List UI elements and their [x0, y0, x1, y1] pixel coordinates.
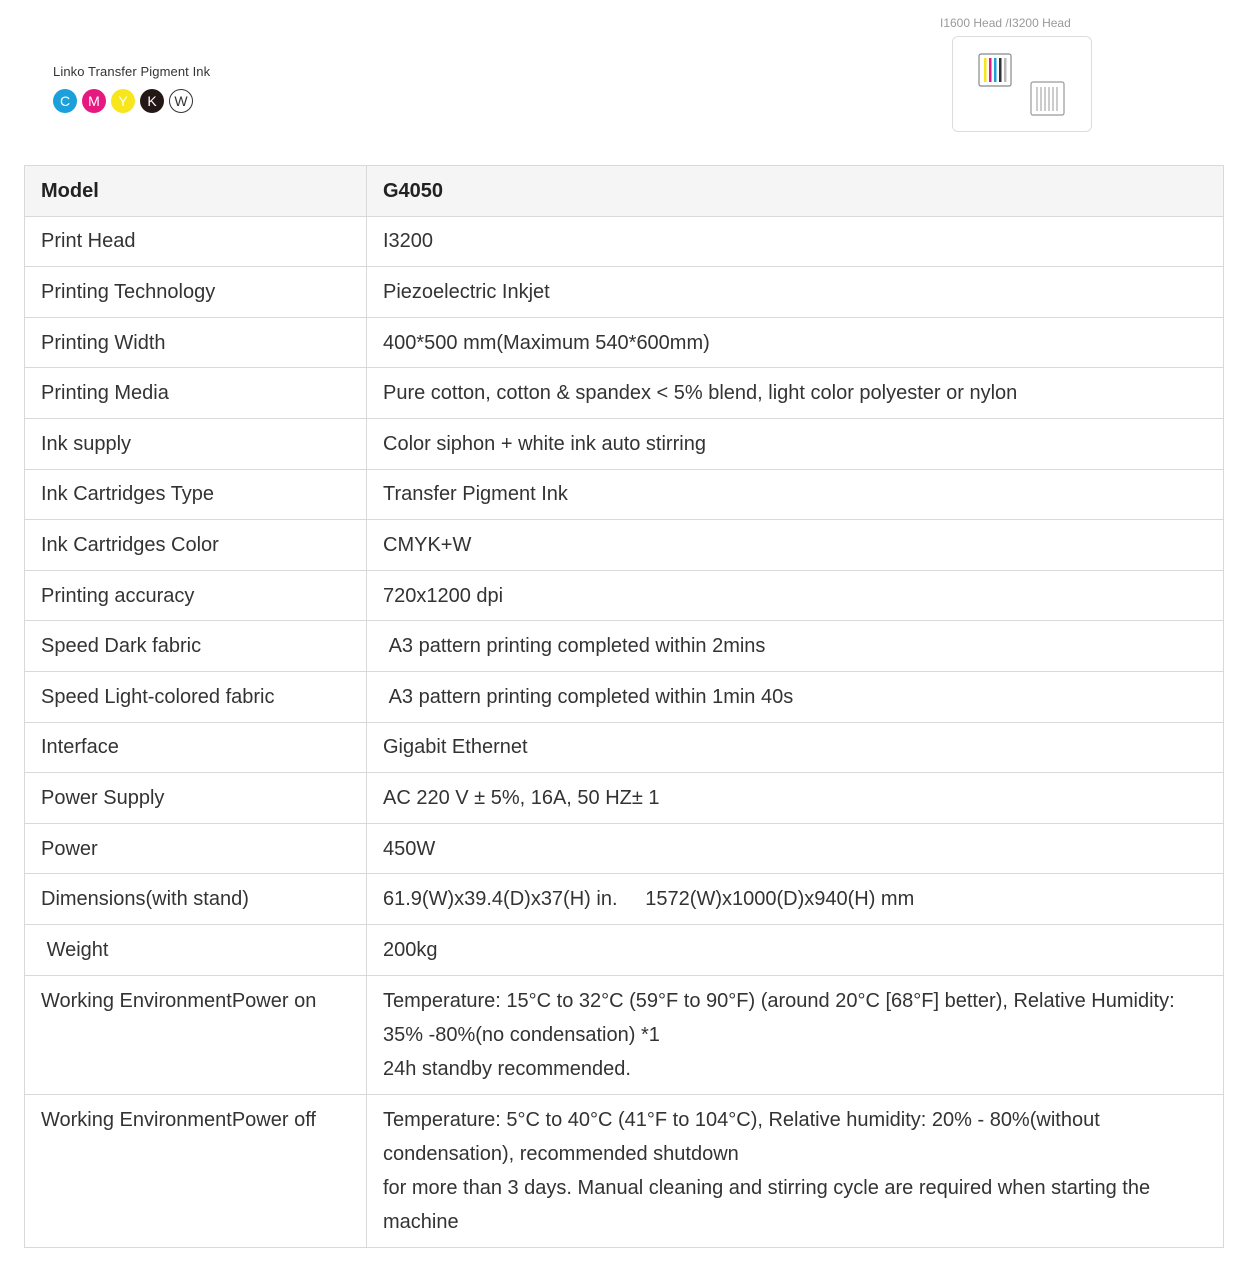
ink-dot-cyan: C	[53, 89, 77, 113]
print-head-card	[952, 36, 1092, 132]
table-row	[25, 773, 1224, 824]
i1600-head-icon	[979, 54, 1011, 86]
spec-value-line: for more than 3 days. Manual cleaning and stirring cycle are required when starting the machine	[383, 1176, 1156, 1233]
print-head-caption: I1600 Head /I3200 Head	[940, 16, 1071, 30]
spec-value: 400*500 mm(Maximum 540*600mm)	[367, 317, 1224, 368]
i3200-head-icon	[1031, 82, 1064, 115]
table-row	[25, 368, 1224, 419]
spec-label: Ink supply	[25, 418, 367, 469]
spec-label: Printing accuracy	[25, 570, 367, 621]
spec-value: 720x1200 dpi	[367, 570, 1224, 621]
spec-label: Printing Width	[25, 317, 367, 368]
spec-label: Power Supply	[25, 773, 367, 824]
spec-value: A3 pattern printing completed within 1min 40s	[367, 671, 1224, 722]
spec-value: A3 pattern printing completed within 2mins	[367, 621, 1224, 672]
spec-value-line: 24h standby recommended.	[383, 1057, 631, 1080]
table-row	[25, 469, 1224, 520]
table-row	[25, 570, 1224, 621]
header-value: G4050	[367, 166, 1224, 217]
spec-label: Printing Technology	[25, 267, 367, 318]
ink-dot-black: K	[140, 89, 164, 113]
spec-label: Speed Dark fabric	[25, 621, 367, 672]
ink-dot-yellow: Y	[111, 89, 135, 113]
table-row	[25, 520, 1224, 571]
spec-value: Transfer Pigment Ink	[367, 469, 1224, 520]
spec-value: Color siphon + white ink auto stirring	[367, 418, 1224, 469]
table-row	[25, 975, 1224, 1094]
spec-label: Ink Cartridges Type	[25, 469, 367, 520]
print-head-icons	[953, 37, 1093, 133]
table-header-row	[25, 166, 1224, 217]
spec-value: Pure cotton, cotton & spandex < 5% blend, light color polyester or nylon	[367, 368, 1224, 419]
table-row	[25, 267, 1224, 318]
spec-value: 61.9(W)x39.4(D)x37(H) in. 1572(W)x1000(D)x940(H) mm	[367, 874, 1224, 925]
spec-label: Weight	[25, 924, 367, 975]
table-row	[25, 216, 1224, 267]
spec-value	[367, 1094, 1224, 1247]
ink-title: Linko Transfer Pigment Ink	[53, 64, 211, 79]
spec-label: Print Head	[25, 216, 367, 267]
table-row	[25, 924, 1224, 975]
ink-dot-white: W	[169, 89, 193, 113]
ink-dot-magenta: M	[82, 89, 106, 113]
table-row	[25, 621, 1224, 672]
spec-label: Working EnvironmentPower on	[25, 975, 367, 1094]
spec-value: 200kg	[367, 924, 1224, 975]
spec-label: Working EnvironmentPower off	[25, 1094, 367, 1247]
spec-label: Interface	[25, 722, 367, 773]
header-label: Model	[25, 166, 367, 217]
table-row	[25, 1094, 1224, 1247]
spec-value: CMYK+W	[367, 520, 1224, 571]
spec-label: Ink Cartridges Color	[25, 520, 367, 571]
spec-value-line: Temperature: 15°C to 32°C (59°F to 90°F) (around 20°C [68°F] better), Relative Humidity: 35% -80%(no condensation) *1	[383, 989, 1181, 1046]
ink-color-dots	[53, 89, 210, 113]
table-row	[25, 671, 1224, 722]
spec-table	[24, 165, 1224, 1248]
spec-value: I3200	[367, 216, 1224, 267]
ink-legend	[53, 64, 210, 113]
spec-value: AC 220 V ± 5%, 16A, 50 HZ± 1	[367, 773, 1224, 824]
spec-value	[367, 975, 1224, 1094]
spec-label: Speed Light-colored fabric	[25, 671, 367, 722]
print-head-figure	[940, 16, 1100, 30]
table-row	[25, 317, 1224, 368]
spec-label: Power	[25, 823, 367, 874]
spec-value: 450W	[367, 823, 1224, 874]
table-row	[25, 418, 1224, 469]
spec-value: Gigabit Ethernet	[367, 722, 1224, 773]
spec-value: Piezoelectric Inkjet	[367, 267, 1224, 318]
spec-label: Dimensions(with stand)	[25, 874, 367, 925]
spec-label: Printing Media	[25, 368, 367, 419]
table-row	[25, 874, 1224, 925]
spec-value-line: Temperature: 5°C to 40°C (41°F to 104°C), Relative humidity: 20% - 80%(without condensation), recommended shutdown	[383, 1108, 1106, 1165]
table-row	[25, 823, 1224, 874]
table-row	[25, 722, 1224, 773]
